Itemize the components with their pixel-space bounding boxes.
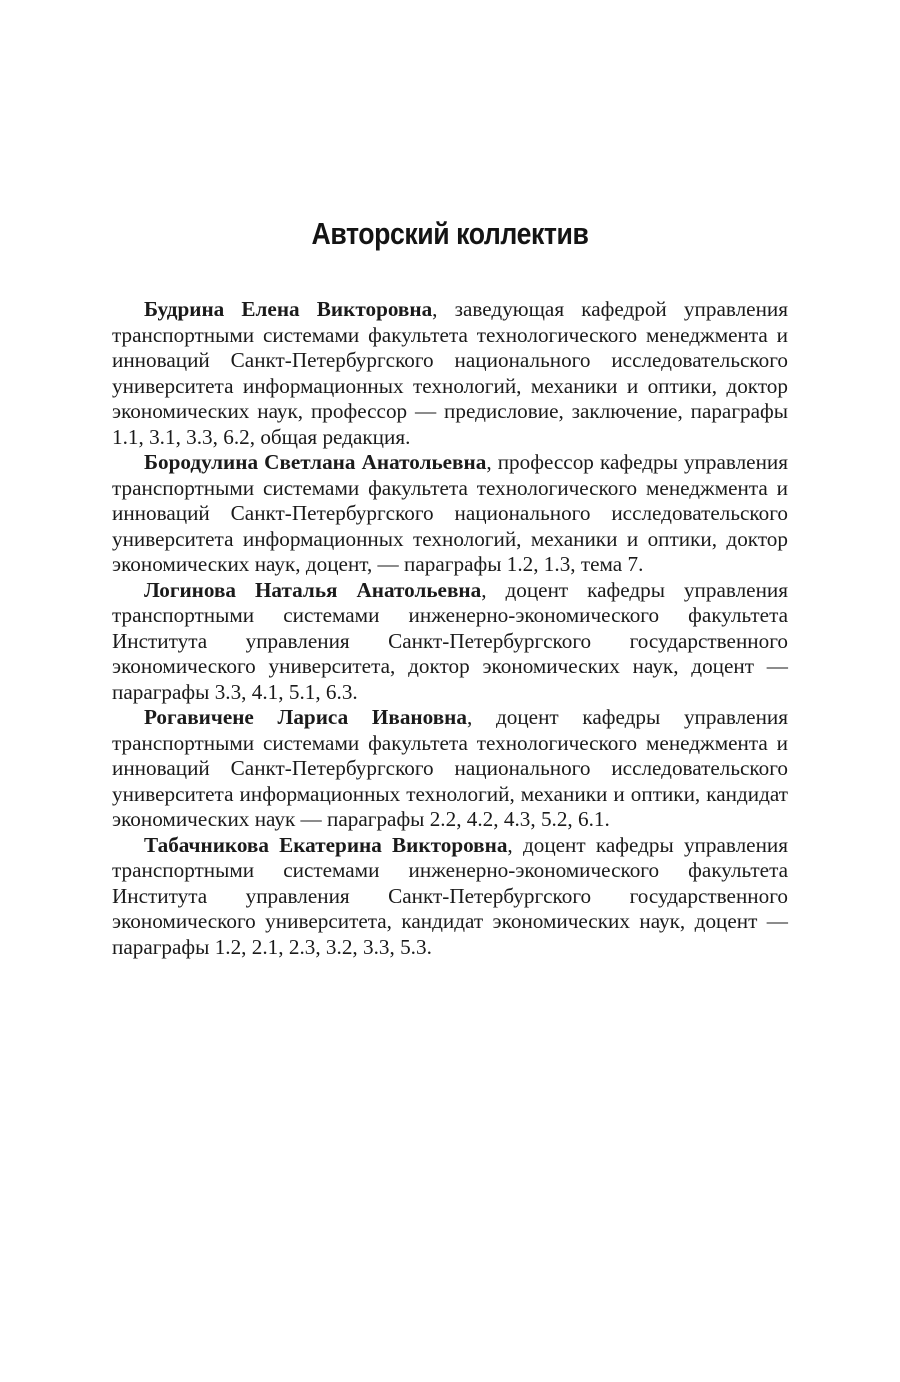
- author-name: Табачникова Екатерина Викторовна: [144, 832, 508, 857]
- authors-list: [112, 297, 788, 960]
- author-name: Будрина Елена Викторовна: [144, 297, 433, 321]
- author-description: , профессор кафедры управления транспортными системами факультета технологического менеджмента и инноваций Санкт-Петербургского национального исследовательского университета информационных технологий, механики и оптики, доктор экономических наук, доцент, — параграфы 1.2, 1.3, тема 7.: [112, 450, 789, 576]
- author-entry: [112, 705, 788, 833]
- author-description: , доцент кафедры управления транспортными системами инженерно-экономического факультета Института управления Санкт-Петербургского государственного экономического университета, кандидат экономических наук, доцент — параграфы 1.2, 2.1, 2.3, 3.2, 3.3, 5.3.: [112, 832, 789, 959]
- author-description: , доцент кафедры управления транспортными системами инженерно-экономического факультета Института управления Санкт-Петербургского государственного экономического университета, доктор экономических наук, доцент — параграфы 3.3, 4.1, 5.1, 6.3.: [112, 577, 788, 704]
- author-name: Логинова Наталья Анатольевна: [144, 577, 482, 602]
- author-entry: [112, 297, 788, 450]
- author-name: Рогавичене Лариса Ивановна: [144, 705, 467, 729]
- author-entry: [112, 833, 788, 961]
- author-entry: [112, 450, 788, 578]
- author-description: , заведующая кафедрой управления транспортными системами факультета технологического менеджмента и инноваций Санкт-Петербургского национального исследовательского университета информационных технологий, механики и оптики, доктор экономических наук, профессор — предисловие, заключение, параграфы 1.1, 3.1, 3.3, 6.2, общая редакция.: [112, 297, 788, 449]
- author-entry: [112, 578, 788, 706]
- page-title: Авторский коллектив: [311, 216, 589, 251]
- author-name: Бородулина Светлана Анатольевна: [144, 450, 487, 474]
- author-description: , доцент кафедры управления транспортными системами факультета технологического менеджмента и инноваций Санкт-Петербургского национального исследовательского университета информационных технологий, механики и оптики, кандидат экономических наук — параграфы 2.2, 4.2, 4.3, 5.2, 6.1.: [112, 705, 788, 831]
